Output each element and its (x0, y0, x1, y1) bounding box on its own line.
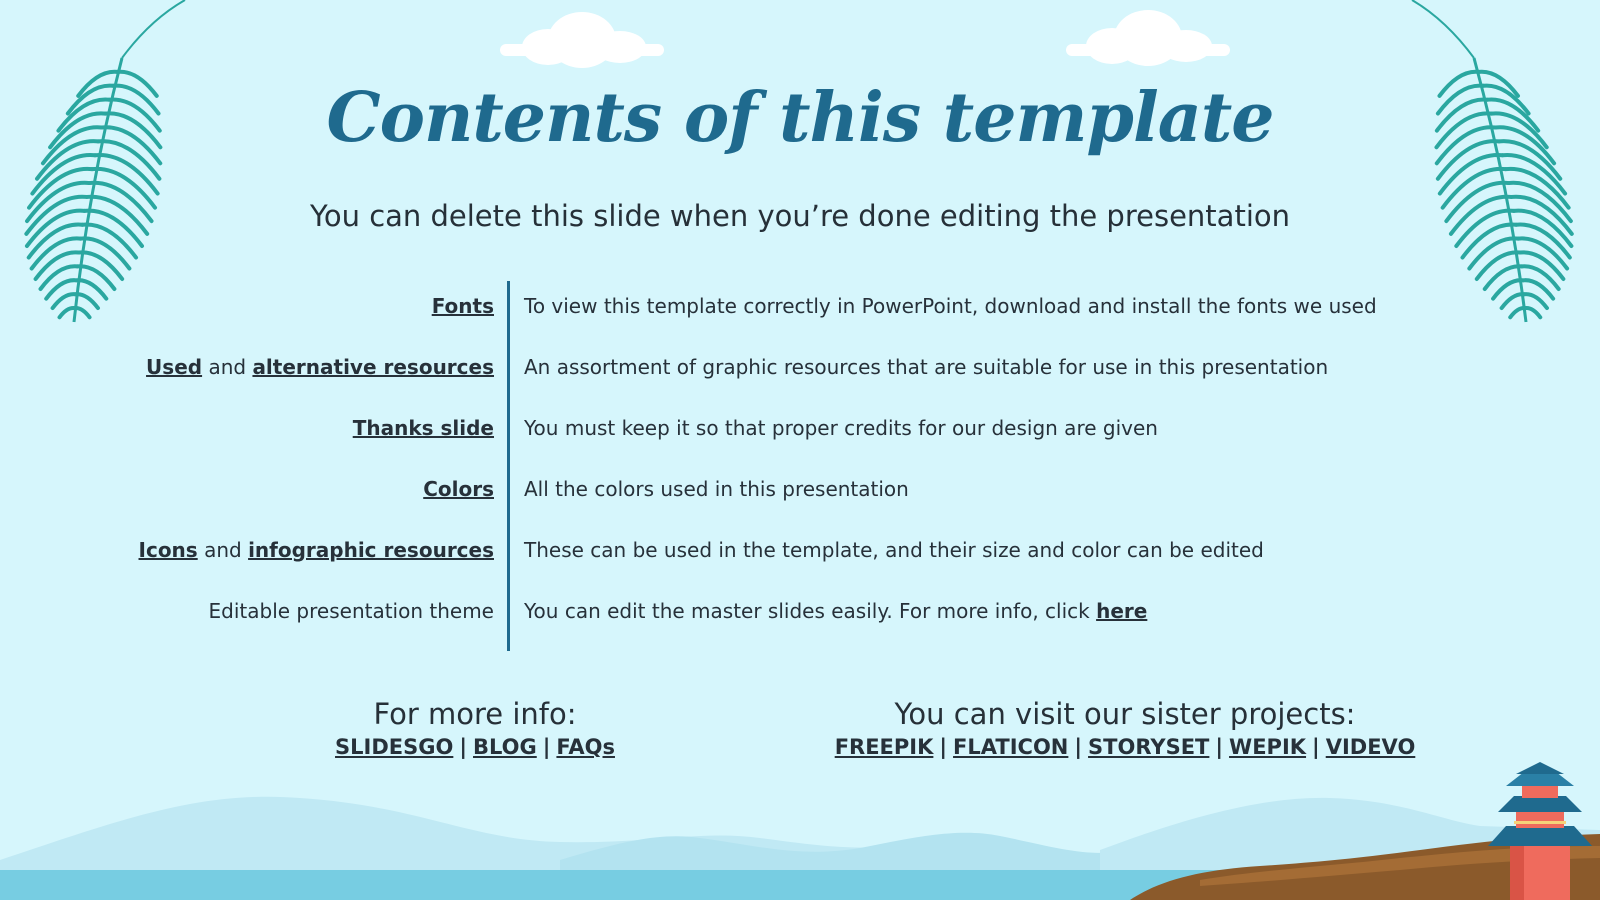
separator: | (1215, 735, 1224, 759)
and-text: and (204, 538, 242, 562)
row-resources-label (94, 355, 494, 379)
row-theme-desc (524, 599, 1524, 623)
row-colors-desc: All the colors used in this presentation (524, 477, 909, 501)
and-text: and (208, 355, 247, 379)
cloud-icon (500, 12, 664, 68)
row-icons-desc: These can be used in the template, and their size and color can be edited (524, 538, 1264, 562)
separator: | (1312, 735, 1320, 759)
thanks-slide-link[interactable]: Thanks slide (352, 416, 494, 440)
separator: | (542, 735, 551, 759)
wepik-link[interactable]: WEPIK (1229, 735, 1307, 759)
alternative-resources-link[interactable]: alternative resources (252, 355, 494, 379)
blog-link[interactable]: BLOG (473, 735, 537, 759)
vertical-divider (507, 281, 510, 651)
row-icons-label (94, 538, 494, 562)
row-thanks-desc: You must keep it so that proper credits for our design are given (524, 416, 1158, 440)
row-fonts-desc: To view this template correctly in PowerPoint, download and install the fonts we used (524, 294, 1377, 318)
row-theme-label: Editable presentation theme (208, 599, 494, 623)
page-title: Contents of this template (326, 78, 1274, 158)
sister-projects-title: You can visit our sister projects: (894, 697, 1356, 731)
here-link[interactable]: here (1096, 599, 1148, 623)
faqs-link[interactable]: FAQs (556, 735, 615, 759)
slidesgo-link[interactable]: SLIDESGO (335, 735, 454, 759)
used-resources-link[interactable]: Used (146, 355, 203, 379)
row-resources-desc: An assortment of graphic resources that are suitable for use in this presentation (524, 355, 1329, 379)
page-subtitle: You can delete this slide when you’re done editing the presentation (309, 199, 1290, 233)
more-info-title: For more info: (373, 697, 577, 731)
fonts-link[interactable]: Fonts (431, 294, 494, 318)
infographic-resources-link[interactable]: infographic resources (248, 538, 494, 562)
cloud-icon (1066, 10, 1230, 66)
row-colors-label (94, 477, 494, 501)
colors-link[interactable]: Colors (423, 477, 494, 501)
flaticon-link[interactable]: FLATICON (953, 735, 1069, 759)
row-fonts-label (94, 294, 494, 318)
palm-leaf-icon (26, 0, 185, 322)
separator: | (939, 735, 948, 759)
separator: | (459, 735, 468, 759)
storyset-link[interactable]: STORYSET (1088, 735, 1210, 759)
more-info-links (275, 735, 675, 759)
sister-projects-links (825, 735, 1425, 759)
theme-desc-text: You can edit the master slides easily. For more info, click (524, 599, 1090, 623)
separator: | (1074, 735, 1083, 759)
row-thanks-label (94, 416, 494, 440)
videvo-link[interactable]: VIDEVO (1325, 735, 1416, 759)
palm-leaf-icon (1412, 0, 1572, 322)
icons-link[interactable]: Icons (138, 538, 198, 562)
freepik-link[interactable]: FREEPIK (834, 735, 934, 759)
